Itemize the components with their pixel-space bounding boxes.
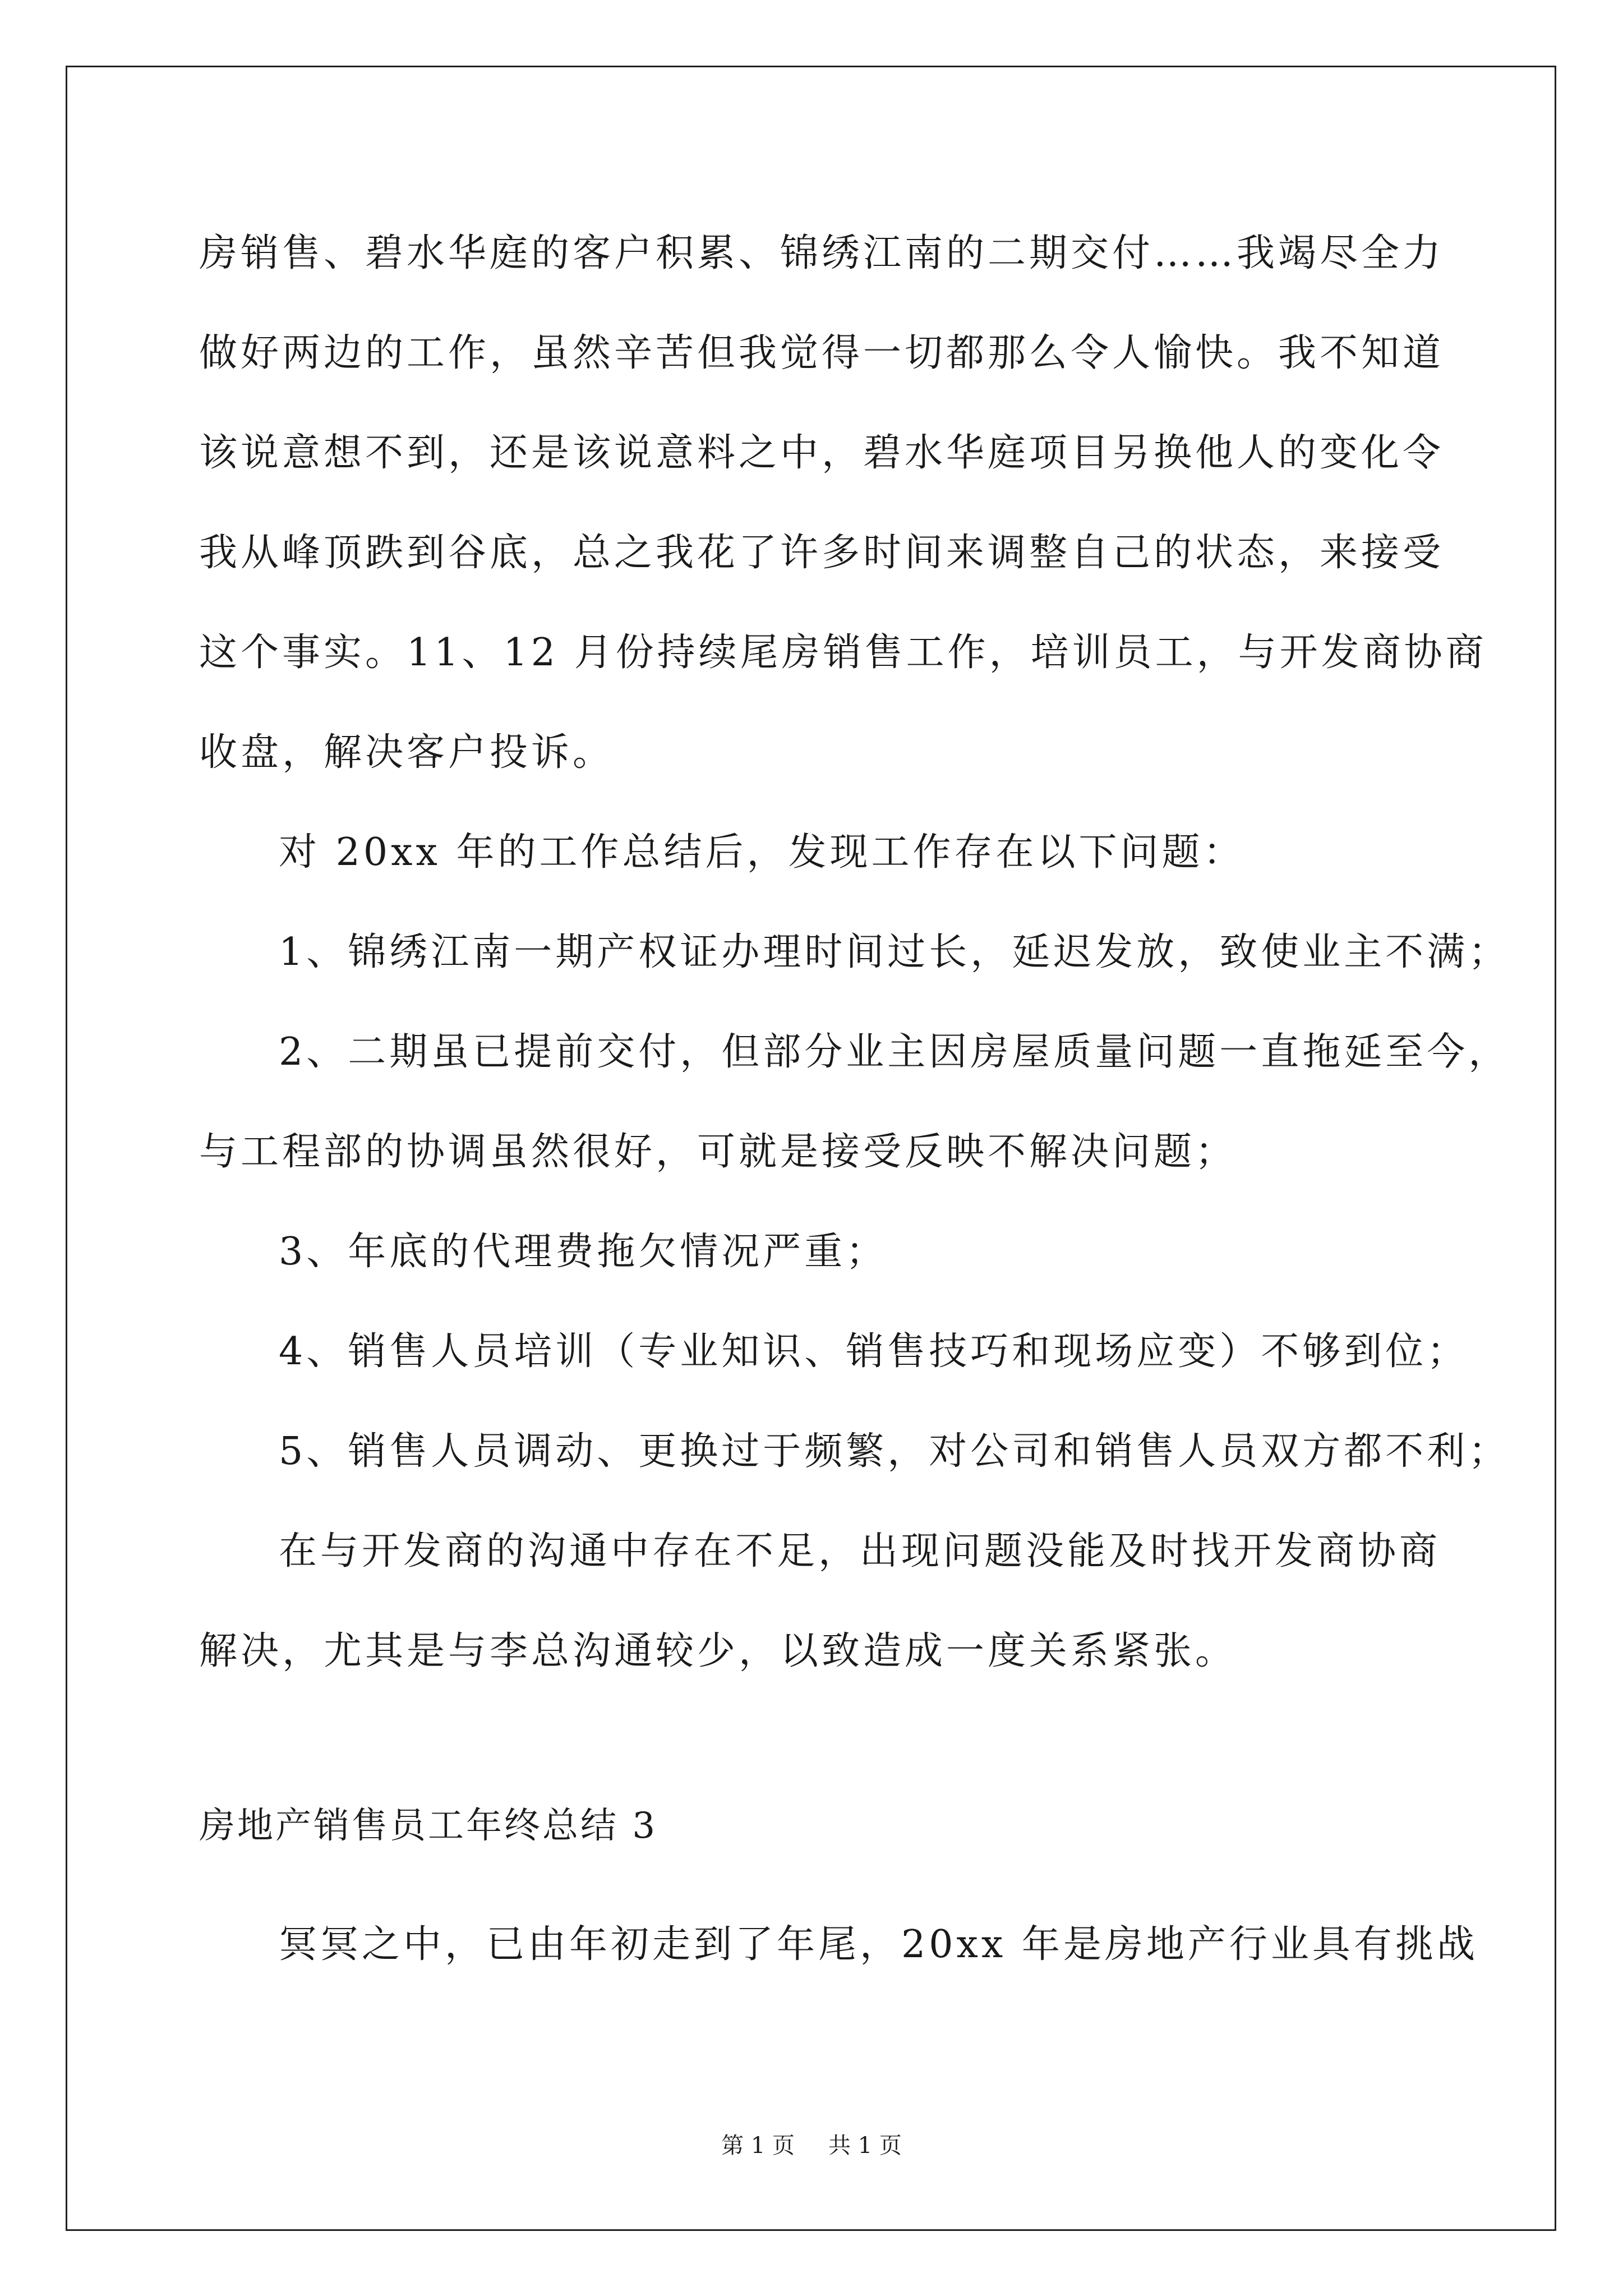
list-item: 4、销售人员培训（专业知识、销售技巧和现场应变）不够到位； — [279, 1329, 1469, 1374]
text-line: 该说意想不到，还是该说意料之中，碧水华庭项目另换他人的变化令 — [199, 431, 1445, 475]
list-item: 3、年底的代理费拖欠情况严重； — [279, 1230, 888, 1274]
text-line: 这个事实。11、12 月份持续尾房销售工作，培训员工，与开发商协商 — [199, 631, 1487, 675]
list-item: 2、二期虽已提前交付，但部分业主因房屋质量问题一直拖延至今， — [279, 1030, 1510, 1074]
text-line: 收盘，解决客户投诉。 — [199, 730, 615, 775]
text-line: 做好两边的工作，虽然辛苦但我觉得一切都那么令人愉快。我不知道 — [199, 331, 1445, 375]
text-line: 对 20xx 年的工作总结后，发现工作存在以下问题： — [279, 830, 1245, 875]
list-item: 5、销售人员调动、更换过于频繁，对公司和销售人员双方都不利； — [279, 1429, 1510, 1474]
list-item: 1、锦绣江南一期产权证办理时间过长，延迟发放，致使业主不满； — [279, 930, 1510, 974]
text-line: 解决，尤其是与李总沟通较少，以致造成一度关系紧张。 — [199, 1629, 1237, 1673]
page-number: 第 1 页 — [721, 2133, 795, 2159]
text-line: 我从峰顶跌到谷底，总之我花了许多时间来调整自己的状态，来接受 — [199, 531, 1445, 575]
document-body — [199, 204, 1510, 1701]
section-heading: 房地产销售员工年终总结 3 — [199, 1805, 658, 1847]
page-footer — [0, 2129, 1623, 2162]
paragraph: 冥冥之中，已由年初走到了年尾，20xx 年是房地产行业具有挑战 — [279, 1922, 1478, 1967]
page-count: 共 1 页 — [828, 2133, 902, 2159]
text-line: 房销售、碧水华庭的客户积累、锦绣江南的二期交付……我竭尽全力 — [199, 231, 1445, 275]
text-line: 与工程部的协调虽然很好，可就是接受反映不解决问题； — [199, 1130, 1237, 1174]
text-line: 在与开发商的沟通中存在不足，出现问题没能及时找开发商协商 — [279, 1529, 1441, 1573]
